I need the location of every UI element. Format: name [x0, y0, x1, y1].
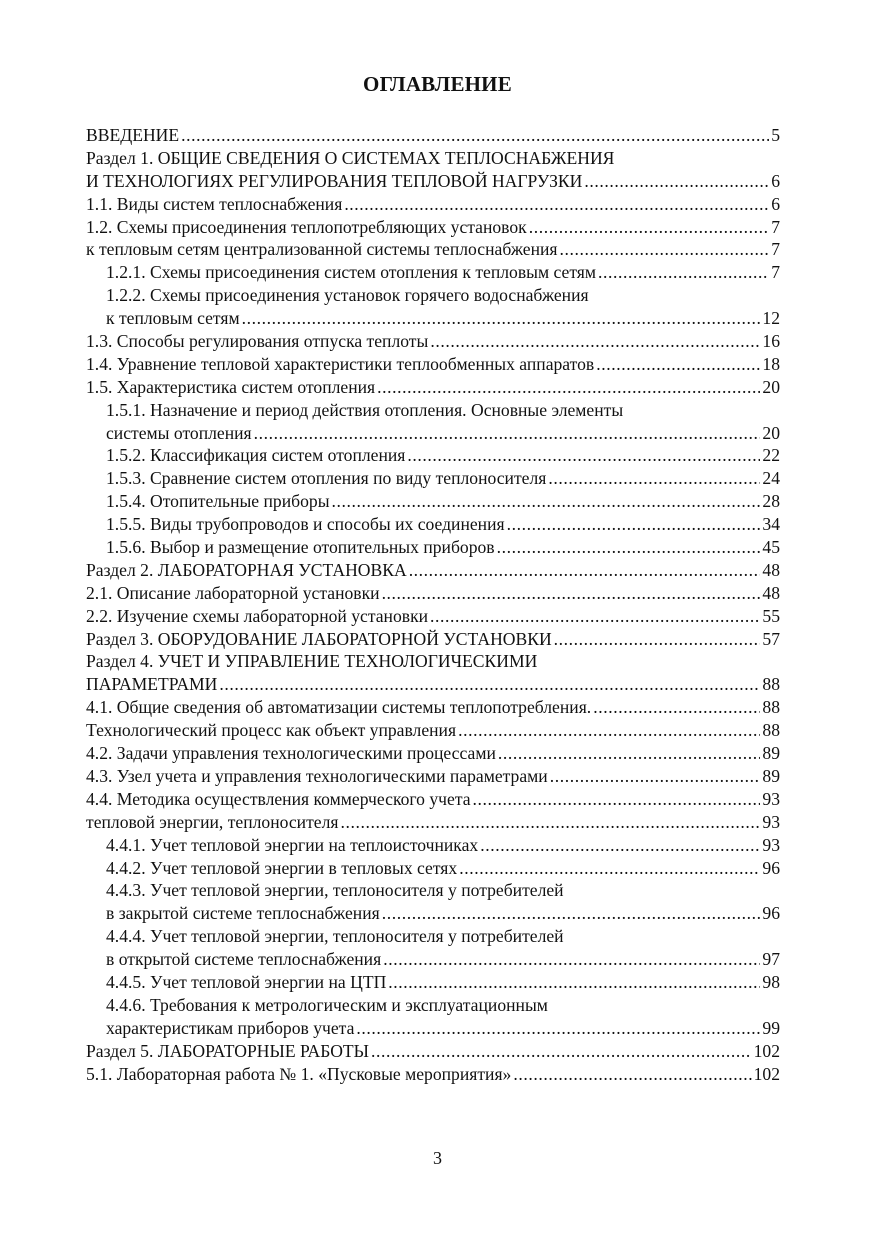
toc-entry: [86, 399, 780, 422]
toc-entry-page: 6: [771, 193, 780, 214]
toc-dot-leader: [513, 1063, 751, 1086]
toc-entry-title: 1.5.5. Виды трубопроводов и способы их соединения: [106, 514, 505, 535]
toc-entry: [86, 696, 780, 719]
toc-dot-leader: [407, 444, 760, 467]
toc-dot-leader: [458, 719, 760, 742]
toc-entry: [86, 673, 780, 696]
toc-dot-leader: [340, 811, 760, 834]
toc-dot-leader: [254, 422, 761, 445]
toc-entry: [86, 284, 780, 307]
toc-entry-page: 102: [753, 1040, 780, 1061]
toc-entry: [86, 1017, 780, 1040]
toc-dot-leader: [383, 948, 760, 971]
toc-dot-leader: [598, 261, 769, 284]
toc-entry: [86, 536, 780, 559]
toc-dot-leader: [507, 513, 761, 536]
toc-dot-leader: [409, 559, 761, 582]
toc-dot-leader: [382, 582, 761, 605]
toc-dot-leader: [497, 536, 761, 559]
toc-entry-title: тепловой энергии, теплоносителя: [86, 811, 339, 832]
toc-dot-leader: [382, 902, 761, 925]
toc-entry: [86, 994, 780, 1017]
toc-entry: [86, 650, 780, 673]
toc-entry-page: 88: [762, 720, 780, 741]
toc-entry: [86, 422, 780, 445]
toc-dot-leader: [473, 788, 761, 811]
toc-entry: [86, 261, 780, 284]
toc-entry-title: ПАРАМЕТРАМИ: [86, 674, 218, 695]
toc-entry-title: Раздел 2. ЛАБОРАТОРНАЯ УСТАНОВКА: [86, 559, 407, 580]
toc-entry-title: 4.4.5. Учет тепловой энергии на ЦТП: [106, 971, 387, 992]
toc-entry-page: 12: [762, 308, 780, 329]
toc-dot-leader: [584, 170, 769, 193]
toc-entry: [86, 765, 780, 788]
toc-entry: [86, 628, 780, 651]
toc-entry-title: 1.2. Схемы присоединения теплопотребляющих установок: [86, 216, 527, 237]
toc-entry-page: 48: [762, 582, 780, 603]
toc-entry-title: 1.3. Способы регулирования отпуска теплоты: [86, 331, 429, 352]
toc-dot-leader: [529, 216, 769, 239]
toc-dot-leader: [388, 971, 760, 994]
toc-entry-page: 93: [762, 834, 780, 855]
toc-entry-title: 1.1. Виды систем теплоснабжения: [86, 193, 343, 214]
toc-entry-title: 4.4.3. Учет тепловой энергии, теплоносителя у потребителей: [106, 880, 564, 901]
toc-entry-page: 5: [771, 125, 780, 145]
toc-entry-page: 7: [771, 216, 780, 237]
toc-entry: [86, 811, 780, 834]
toc-entry-page: 89: [762, 743, 780, 764]
toc-entry: [86, 490, 780, 513]
toc-entry: [86, 307, 780, 330]
toc-entry-title: ВВЕДЕНИЕ: [86, 125, 180, 145]
toc-entry: [86, 582, 780, 605]
toc-dot-leader: [459, 857, 760, 880]
toc-entry-page: 55: [762, 605, 780, 626]
toc-entry-page: 93: [762, 788, 780, 809]
toc-entry-title: И ТЕХНОЛОГИЯХ РЕГУЛИРОВАНИЯ ТЕПЛОВОЙ НАГРУЗКИ: [86, 170, 583, 191]
toc-entry-page: 22: [762, 445, 780, 466]
toc-entry: [86, 605, 780, 628]
toc-entry-title: 1.2.2. Схемы присоединения установок горячего водоснабжения: [106, 285, 589, 306]
toc-entry-page: 24: [762, 468, 780, 489]
toc-entry: [86, 925, 780, 948]
toc-dot-leader: [480, 834, 760, 857]
toc-entry-title: 1.5.2. Классификация систем отопления: [106, 445, 406, 466]
toc-entry: [86, 1040, 780, 1063]
toc-entry-page: 57: [762, 628, 780, 649]
toc-entry: [86, 216, 780, 239]
toc-dot-leader: [550, 765, 761, 788]
toc-entry-page: 93: [762, 811, 780, 832]
toc-entry-page: 48: [762, 559, 780, 580]
toc-entry-title: 1.5.1. Назначение и период действия отопления. Основные элементы: [106, 399, 624, 420]
toc-entry: [86, 238, 780, 261]
toc-entry-title: 4.4.2. Учет тепловой энергии в тепловых сетях: [106, 857, 458, 878]
toc-dot-leader: [430, 605, 760, 628]
toc-entry-title: 4.4.1. Учет тепловой энергии на теплоисточниках: [106, 834, 479, 855]
toc-entry-title: 1.2.1. Схемы присоединения систем отопления к тепловым сетям: [106, 262, 596, 283]
toc-entry-title: системы отопления: [106, 422, 252, 443]
toc-dot-leader: [181, 124, 769, 147]
toc-dot-leader: [554, 628, 761, 651]
toc-entry-page: 20: [762, 422, 780, 443]
table-of-contents: [86, 124, 780, 1085]
toc-dot-leader: [593, 696, 760, 719]
toc-entry-page: 7: [771, 262, 780, 283]
toc-dot-leader: [219, 673, 760, 696]
toc-entry-title: 4.4.4. Учет тепловой энергии, теплоносителя у потребителей: [106, 926, 564, 947]
toc-entry-title: 4.4. Методика осуществления коммерческого учета: [86, 788, 471, 809]
toc-entry-page: 20: [762, 376, 780, 397]
toc-dot-leader: [371, 1040, 752, 1063]
toc-entry-title: 1.5.6. Выбор и размещение отопительных приборов: [106, 537, 495, 558]
toc-entry: [86, 834, 780, 857]
toc-dot-leader: [356, 1017, 760, 1040]
toc-entry: [86, 444, 780, 467]
toc-entry-title: 1.5. Характеристика систем отопления: [86, 376, 376, 397]
toc-entry-title: к тепловым сетям централизованной системы теплоснабжения: [86, 239, 558, 260]
toc-entry: [86, 857, 780, 880]
toc-entry-page: 18: [762, 353, 780, 374]
page-title: ОГЛАВЛЕНИЕ: [363, 72, 512, 96]
toc-entry-title: 4.4.6. Требования к метрологическим и эксплуатационным: [106, 994, 548, 1015]
toc-entry: [86, 330, 780, 353]
toc-entry-page: 97: [762, 949, 780, 970]
toc-dot-leader: [596, 353, 760, 376]
toc-entry: [86, 971, 780, 994]
toc-entry-title: 1.4. Уравнение тепловой характеристики теплообменных аппаратов: [86, 353, 595, 374]
toc-entry-page: 88: [762, 674, 780, 695]
toc-entry: [86, 147, 780, 170]
toc-dot-leader: [498, 742, 761, 765]
toc-dot-leader: [242, 307, 761, 330]
page-number: 3: [433, 1148, 442, 1168]
toc-entry-page: 89: [762, 765, 780, 786]
toc-entry-page: 96: [762, 903, 780, 924]
toc-entry: [86, 1063, 780, 1086]
toc-entry: [86, 124, 780, 147]
toc-dot-leader: [344, 193, 769, 216]
toc-entry-title: Раздел 3. ОБОРУДОВАНИЕ ЛАБОРАТОРНОЙ УСТАНОВКИ: [86, 628, 552, 649]
toc-entry-title: 4.2. Задачи управления технологическими процессами: [86, 743, 496, 764]
toc-entry-title: 2.2. Изучение схемы лабораторной установки: [86, 605, 429, 626]
toc-entry: [86, 948, 780, 971]
toc-entry: [86, 467, 780, 490]
toc-entry-title: 5.1. Лабораторная работа № 1. «Пусковые мероприятия»: [86, 1063, 512, 1084]
toc-entry: [86, 513, 780, 536]
toc-entry-title: Раздел 5. ЛАБОРАТОРНЫЕ РАБОТЫ: [86, 1040, 369, 1061]
toc-entry-title: Технологический процесс как объект управления: [86, 720, 457, 741]
toc-entry-title: 1.5.3. Сравнение систем отопления по виду теплоносителя: [106, 468, 547, 489]
toc-entry-title: Раздел 1. ОБЩИЕ СВЕДЕНИЯ О СИСТЕМАХ ТЕПЛОСНАБЖЕНИЯ: [86, 147, 615, 168]
toc-dot-leader: [548, 467, 760, 490]
toc-entry: [86, 902, 780, 925]
toc-dot-leader: [332, 490, 761, 513]
toc-entry-page: 102: [753, 1063, 780, 1084]
toc-entry: [86, 742, 780, 765]
toc-entry-page: 7: [771, 239, 780, 260]
toc-entry-title: 2.1. Описание лабораторной установки: [86, 582, 380, 603]
toc-entry: [86, 193, 780, 216]
toc-entry-title: 4.1. Общие сведения об автоматизации системы теплопотребления.: [86, 697, 592, 718]
toc-entry-page: 96: [762, 857, 780, 878]
toc-entry-title: в закрытой системе теплоснабжения: [106, 903, 380, 924]
toc-entry: [86, 559, 780, 582]
toc-dot-leader: [377, 376, 760, 399]
toc-entry-title: характеристикам приборов учета: [106, 1017, 355, 1038]
toc-entry-title: 4.3. Узел учета и управления технологическими параметрами: [86, 765, 548, 786]
toc-entry-title: Раздел 4. УЧЕТ И УПРАВЛЕНИЕ ТЕХНОЛОГИЧЕСКИМИ: [86, 651, 538, 672]
toc-entry: [86, 788, 780, 811]
toc-dot-leader: [560, 238, 770, 261]
toc-entry: [86, 376, 780, 399]
toc-entry-page: 34: [762, 514, 780, 535]
toc-entry: [86, 719, 780, 742]
toc-entry-page: 99: [762, 1017, 780, 1038]
toc-entry-title: к тепловым сетям: [106, 308, 240, 329]
toc-entry: [86, 170, 780, 193]
toc-entry: [86, 353, 780, 376]
toc-entry-page: 28: [762, 491, 780, 512]
toc-entry-title: в открытой системе теплоснабжения: [106, 949, 382, 970]
toc-dot-leader: [430, 330, 760, 353]
toc-entry: [86, 879, 780, 902]
toc-entry-page: 16: [762, 331, 780, 352]
toc-entry-page: 88: [762, 697, 780, 718]
toc-entry-title: 1.5.4. Отопительные приборы: [106, 491, 330, 512]
toc-entry-page: 98: [762, 971, 780, 992]
toc-entry-page: 45: [762, 537, 780, 558]
toc-entry-page: 6: [771, 170, 780, 191]
